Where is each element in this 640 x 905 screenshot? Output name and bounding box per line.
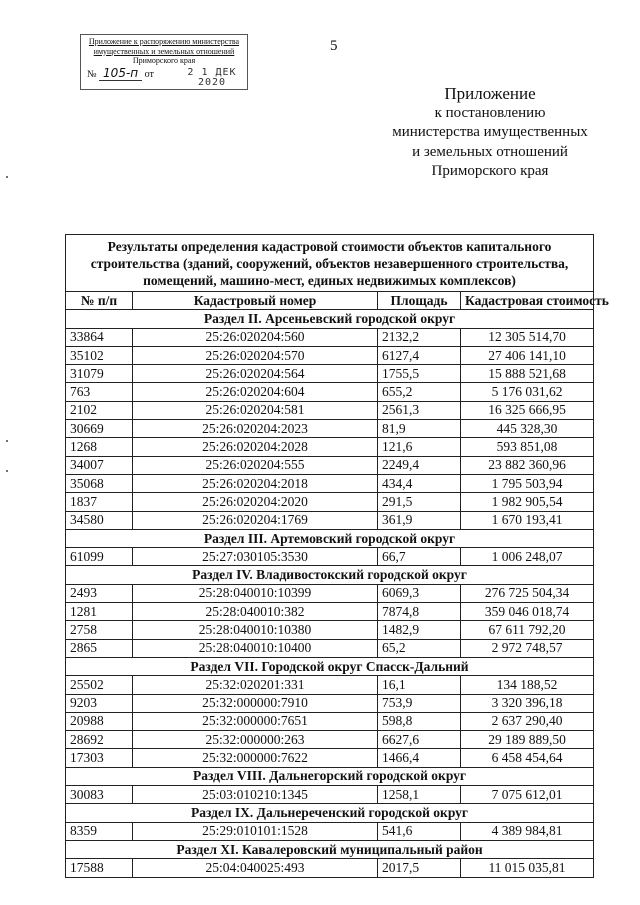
row-number: 2758 (66, 621, 133, 639)
area-value: 121,6 (378, 438, 461, 456)
row-number: 35068 (66, 474, 133, 492)
cadastral-value: 12 305 514,70 (461, 328, 594, 346)
cadastral-number: 25:03:010210:1345 (133, 786, 378, 804)
row-number: 25502 (66, 676, 133, 694)
table-row (66, 749, 594, 767)
cadastral-value: 1 670 193,41 (461, 511, 594, 529)
row-number: 17303 (66, 749, 133, 767)
cadastral-number: 25:26:020204:604 (133, 383, 378, 401)
cadastral-value: 11 015 035,81 (461, 859, 594, 877)
cadastral-value: 3 320 396,18 (461, 694, 594, 712)
cadastral-value: 593 851,08 (461, 438, 594, 456)
cadastral-number: 25:26:020204:570 (133, 346, 378, 364)
cadastral-number: 25:32:000000:263 (133, 731, 378, 749)
column-header-cadastral-value: Кадастровая стоимость (461, 292, 594, 310)
cadastral-number: 25:26:020204:1769 (133, 511, 378, 529)
area-value: 2132,2 (378, 328, 461, 346)
row-number: 2493 (66, 584, 133, 602)
area-value: 6069,3 (378, 584, 461, 602)
section-title: Раздел VIII. Дальнегорский городской округ (66, 767, 594, 785)
cadastral-value: 1 006 248,07 (461, 548, 594, 566)
cadastral-value-table (65, 234, 609, 878)
scan-mark (6, 470, 8, 472)
cadastral-value: 134 188,52 (461, 676, 594, 694)
scan-mark (6, 176, 8, 178)
column-header-area: Площадь (378, 292, 461, 310)
appendix-line-2: министерства имущественных (392, 124, 588, 140)
section-title: Раздел IV. Владивостокский городской округ (66, 566, 594, 584)
section-row (66, 529, 594, 547)
section-row (66, 804, 594, 822)
row-number: 35102 (66, 346, 133, 364)
row-number: 31079 (66, 365, 133, 383)
cadastral-value: 5 176 031,62 (461, 383, 594, 401)
table-row (66, 401, 594, 419)
cadastral-value: 16 325 666,95 (461, 401, 594, 419)
cadastral-value: 29 189 889,50 (461, 731, 594, 749)
cadastral-value: 359 046 018,74 (461, 603, 594, 621)
row-number: 61099 (66, 548, 133, 566)
cadastral-number: 25:28:040010:10400 (133, 639, 378, 657)
area-value: 2017,5 (378, 859, 461, 877)
row-number: 28692 (66, 731, 133, 749)
row-number: 33864 (66, 328, 133, 346)
table-row (66, 493, 594, 511)
scan-mark (6, 440, 8, 442)
table-row (66, 639, 594, 657)
appendix-line-3: и земельных отношений (412, 143, 568, 160)
cadastral-number: 25:32:020201:331 (133, 676, 378, 694)
cadastral-number: 25:28:040010:382 (133, 603, 378, 621)
cadastral-value: 67 611 792,20 (461, 621, 594, 639)
row-number: 30669 (66, 420, 133, 438)
table-caption: Результаты определения кадастровой стоимости объектов капитального строительства (зданий, сооружений, объектов незавершенного строительства, помещений, машино-мест, единых недвижимых комплексов) (66, 235, 594, 292)
area-value: 2249,4 (378, 456, 461, 474)
row-number: 2865 (66, 639, 133, 657)
section-row (66, 767, 594, 785)
area-value: 1258,1 (378, 786, 461, 804)
stamp-line-3: Приморского края (132, 56, 196, 65)
section-row (66, 310, 594, 328)
area-value: 541,6 (378, 822, 461, 840)
column-header-number: № п/п (66, 292, 133, 310)
area-value: 65,2 (378, 639, 461, 657)
cadastral-number: 25:32:000000:7910 (133, 694, 378, 712)
table-row (66, 603, 594, 621)
table-row (66, 365, 594, 383)
cadastral-value: 276 725 504,34 (461, 584, 594, 602)
area-value: 598,8 (378, 712, 461, 730)
table-row (66, 694, 594, 712)
section-title: Раздел IX. Дальнереченский городской округ (66, 804, 594, 822)
area-value: 81,9 (378, 420, 461, 438)
area-value: 291,5 (378, 493, 461, 511)
area-value: 361,9 (378, 511, 461, 529)
cadastral-value: 27 406 141,10 (461, 346, 594, 364)
section-title: Раздел II. Арсеньевский городской округ (66, 310, 594, 328)
row-number: 8359 (66, 822, 133, 840)
column-header-cadastral-number: Кадастровый номер (133, 292, 378, 310)
section-title: Раздел VII. Городской округ Спасск-Дальний (66, 657, 594, 675)
cadastral-number: 25:28:040010:10399 (133, 584, 378, 602)
table-row (66, 420, 594, 438)
table-row (66, 676, 594, 694)
cadastral-value: 6 458 454,64 (461, 749, 594, 767)
row-number: 17588 (66, 859, 133, 877)
section-title: Раздел XI. Кавалеровский муниципальный район (66, 840, 594, 858)
cadastral-number: 25:26:020204:2020 (133, 493, 378, 511)
table-row (66, 786, 594, 804)
section-row (66, 657, 594, 675)
cadastral-value: 1 795 503,94 (461, 474, 594, 492)
stamp-date-prefix: от (144, 69, 154, 80)
cadastral-number: 25:26:020204:2028 (133, 438, 378, 456)
table-row (66, 438, 594, 456)
area-value: 7874,8 (378, 603, 461, 621)
row-number: 2102 (66, 401, 133, 419)
table-row (66, 346, 594, 364)
cadastral-value: 15 888 521,68 (461, 365, 594, 383)
area-value: 6627,6 (378, 731, 461, 749)
stamp-date-value: 2 1 ДЕК 2020 (187, 67, 237, 88)
cadastral-value: 23 882 360,96 (461, 456, 594, 474)
table-row (66, 859, 594, 877)
area-value: 2561,3 (378, 401, 461, 419)
cadastral-value: 445 328,30 (461, 420, 594, 438)
appendix-line-1: к постановлению (434, 104, 546, 121)
cadastral-value: 4 389 984,81 (461, 822, 594, 840)
page-number: 5 (330, 38, 338, 54)
cadastral-number: 25:26:020204:2023 (133, 420, 378, 438)
table-row (66, 383, 594, 401)
cadastral-number: 25:26:020204:564 (133, 365, 378, 383)
cadastral-number: 25:27:030105:3530 (133, 548, 378, 566)
cadastral-number: 25:26:020204:2018 (133, 474, 378, 492)
area-value: 6127,4 (378, 346, 461, 364)
cadastral-number: 25:32:000000:7622 (133, 749, 378, 767)
area-value: 1755,5 (378, 365, 461, 383)
table-row (66, 511, 594, 529)
cadastral-value: 1 982 905,54 (461, 493, 594, 511)
table-row (66, 822, 594, 840)
area-value: 655,2 (378, 383, 461, 401)
stamp-number-prefix: № (87, 69, 97, 80)
table-row (66, 328, 594, 346)
section-row (66, 566, 594, 584)
cadastral-value: 2 637 290,40 (461, 712, 594, 730)
cadastral-value: 2 972 748,57 (461, 639, 594, 657)
area-value: 753,9 (378, 694, 461, 712)
cadastral-number: 25:26:020204:555 (133, 456, 378, 474)
table-caption-row (66, 235, 594, 292)
row-number: 9203 (66, 694, 133, 712)
area-value: 66,7 (378, 548, 461, 566)
cadastral-number: 25:26:020204:581 (133, 401, 378, 419)
area-value: 1482,9 (378, 621, 461, 639)
cadastral-number: 25:28:040010:10380 (133, 621, 378, 639)
section-title: Раздел III. Артемовский городской округ (66, 529, 594, 547)
cadastral-number: 25:32:000000:7651 (133, 712, 378, 730)
appendix-line-4: Приморского края (431, 163, 549, 179)
row-number: 763 (66, 383, 133, 401)
row-number: 1281 (66, 603, 133, 621)
cadastral-value: 7 075 612,01 (461, 786, 594, 804)
row-number: 30083 (66, 786, 133, 804)
table-header-row (66, 292, 594, 310)
row-number: 1268 (66, 438, 133, 456)
area-value: 16,1 (378, 676, 461, 694)
appendix-header (360, 84, 620, 182)
stamp-number-value: 105-п (99, 66, 142, 81)
cadastral-number: 25:29:010101:1528 (133, 822, 378, 840)
row-number: 34580 (66, 511, 133, 529)
table-row (66, 584, 594, 602)
table-row (66, 731, 594, 749)
area-value: 1466,4 (378, 749, 461, 767)
table-body (66, 310, 594, 877)
cadastral-number: 25:04:040025:493 (133, 859, 378, 877)
cadastral-number: 25:26:020204:560 (133, 328, 378, 346)
appendix-title: Приложение (444, 84, 536, 103)
row-number: 1837 (66, 493, 133, 511)
approval-stamp (80, 34, 248, 90)
section-row (66, 840, 594, 858)
table-row (66, 548, 594, 566)
stamp-line-2: имущественных и земельных отношений (93, 46, 235, 56)
table-row (66, 712, 594, 730)
row-number: 34007 (66, 456, 133, 474)
row-number: 20988 (66, 712, 133, 730)
area-value: 434,4 (378, 474, 461, 492)
stamp-line-1: Приложение к распоряжению министерства (88, 37, 240, 46)
table-row (66, 456, 594, 474)
table-row (66, 621, 594, 639)
table-row (66, 474, 594, 492)
